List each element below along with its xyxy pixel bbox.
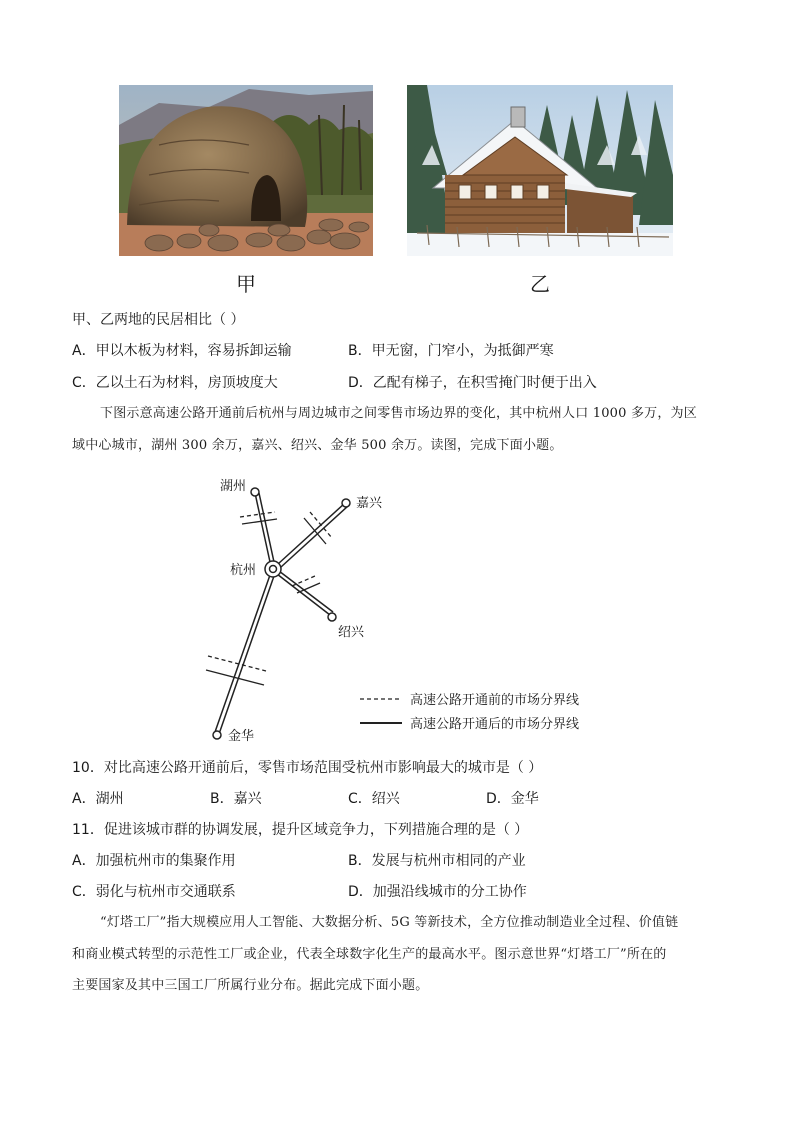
market-boundary-map [200,470,620,750]
question-houses-option-b: B．甲无窗，门窄小，为抵御严寒 [348,343,554,359]
jiaxing-node [342,499,350,507]
question-10-option-c: C．绍兴 [348,791,400,807]
shaoxing-node [328,613,336,621]
photo-caption-right: 乙 [530,272,550,296]
question-11-option-d: D．加强沿线城市的分工协作 [348,884,527,900]
jinhua-node [213,731,221,739]
intro-lighthouse-line2: 和商业模式转型的示范性工厂或企业，代表全球数字化生产的最高水平。图示意世界“灯塔工厂”所在的 [72,947,667,962]
city-label-shaoxing: 绍兴 [338,625,365,640]
question-10-option-b: B．嘉兴 [210,791,262,807]
question-10-option-a: A．湖州 [72,791,124,807]
intro-lighthouse-line1: “灯塔工厂”指大规模应用人工智能、大数据分析、5G 等新技术，全方位推动制造业全过程、价值链 [100,915,679,930]
question-11-stem: 11．促进该城市群的协调发展，提升区域竞争力，下列措施合理的是（ ） [72,822,529,838]
photo-caption-left: 甲 [236,272,256,296]
city-label-huzhou: 湖州 [220,479,247,494]
city-label-jiaxing: 嘉兴 [356,496,383,511]
city-label-hangzhou: 杭州 [230,563,257,578]
question-10-stem: 10．对比高速公路开通前后，零售市场范围受杭州市影响最大的城市是（ ） [72,760,543,776]
city-label-jinhua: 金华 [228,729,255,744]
huzhou-node [251,488,259,496]
map-legend [360,692,579,732]
intro-highway-line2: 域中心城市，湖州 300 余万，嘉兴、绍兴、金华 500 余万。读图，完成下面小题。 [72,438,563,453]
log-cabin-photo [407,85,673,256]
question-11-option-b: B．发展与杭州市相同的产业 [348,853,526,869]
question-houses-option-c: C．乙以土石为材料，房顶坡度大 [72,375,278,391]
question-houses-option-d: D．乙配有梯子，在积雪掩门时便于出入 [348,375,597,391]
intro-highway-line1: 下图示意高速公路开通前后杭州与周边城市之间零售市场边界的变化，其中杭州人口 1000 多万，为区 [100,406,697,421]
intro-lighthouse-line3: 主要国家及其中三国工厂所属行业分布。据此完成下面小题。 [72,978,429,993]
question-11-option-c: C．弱化与杭州市交通联系 [72,884,236,900]
question-10-option-d: D．金华 [486,791,539,807]
legend-after-label: 高速公路开通后的市场分界线 [410,717,580,732]
question-houses-option-a: A．甲以木板为材料，容易拆卸运输 [72,343,292,359]
legend-before-label: 高速公路开通前的市场分界线 [410,693,580,708]
question-11-option-a: A．加强杭州市的集聚作用 [72,853,236,869]
question-houses-stem: 甲、乙两地的民居相比（ ） [72,312,245,328]
thatched-hut-photo [119,85,373,256]
